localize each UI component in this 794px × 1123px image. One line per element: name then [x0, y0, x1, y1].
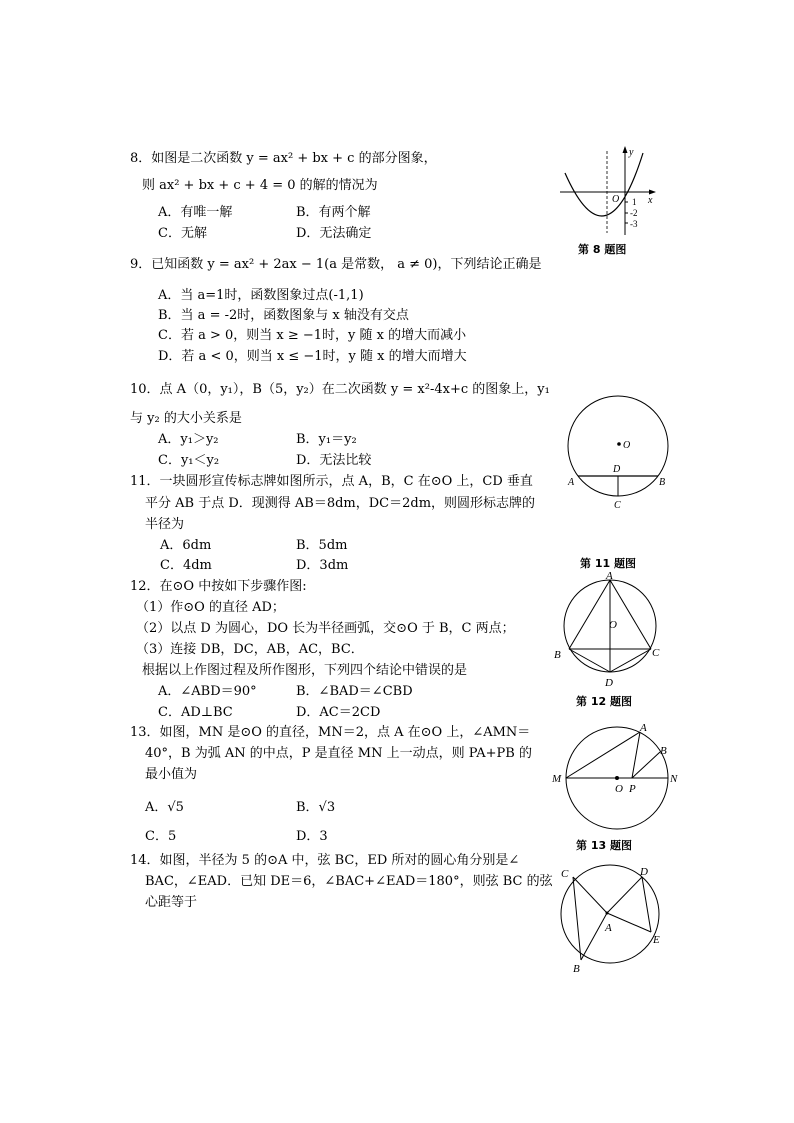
- q8-stem-line2: 则 ax² + bx + c + 4 = 0 的解的情况为: [142, 178, 378, 193]
- q9-option-a: A．当 a=1时，函数图象过点(-1,1): [158, 288, 364, 303]
- label-b: B: [554, 649, 561, 661]
- q11-option-b: B．5dm: [296, 538, 348, 553]
- q12-figure-caption: 第 12 题图: [576, 695, 632, 708]
- q8-option-b: B．有两个解: [296, 205, 371, 220]
- label-n: N: [670, 773, 678, 785]
- x-axis-arrow: [649, 190, 656, 195]
- label-b: B: [573, 963, 580, 975]
- q14-stem-line3: 心距等于: [145, 895, 198, 910]
- q13-stem-line1: 13．如图，MN 是⊙O 的直径，MN＝2，点 A 在⊙O 上，∠AMN＝: [130, 725, 531, 740]
- q10-stem-line2: 与 y₂ 的大小关系是: [130, 411, 242, 426]
- q13-option-b: B．√3: [296, 800, 336, 815]
- q11-option-c: C．4dm: [160, 558, 212, 573]
- q10-option-c: C．y₁＜y₂: [158, 453, 220, 468]
- q13-option-a: A．√5: [145, 800, 184, 815]
- label-d: D: [613, 464, 621, 475]
- label-m: M: [552, 773, 562, 785]
- q9-option-d: D．若 a < 0，则当 x ≤ −1时，y 随 x 的增大而增大: [158, 349, 467, 364]
- q12-stem: 12．在⊙O 中按如下步骤作图:: [130, 579, 307, 594]
- tick-label-1: 1: [632, 197, 637, 207]
- label-b: B: [659, 477, 666, 488]
- label-d: D: [605, 677, 613, 689]
- q12-option-c: C．AD⊥BC: [158, 705, 233, 720]
- q13-figure-caption: 第 13 题图: [576, 839, 632, 852]
- label-p: P: [629, 783, 636, 795]
- origin-label: O: [612, 194, 620, 205]
- q11-option-d: D．3dm: [296, 558, 349, 573]
- label-c: C: [561, 868, 569, 880]
- q10-option-a: A．y₁＞y₂: [158, 432, 219, 447]
- label-o: O: [623, 440, 631, 451]
- radius-ae: [607, 913, 651, 932]
- q12-step-2: （2）以点 D 为圆心，DO 长为半径画弧，交⊙O 于 B，C 两点；: [136, 621, 515, 636]
- label-o: O: [609, 619, 617, 631]
- q10-stem-line1: 10．点 A（0，y₁），B（5，y₂）在二次函数 y = x²-4x+c 的图象上，y₁: [130, 382, 550, 397]
- center-point: [615, 776, 619, 780]
- q14-circle-figure: [555, 860, 675, 975]
- label-a: A: [568, 477, 575, 488]
- y-axis-arrow: [623, 146, 628, 153]
- segment-ac: [610, 580, 651, 649]
- x-axis-label: x: [648, 195, 653, 206]
- label-a: A: [605, 922, 612, 934]
- q12-step-1: （1）作⊙O 的直径 AD；: [136, 600, 285, 615]
- label-c: C: [614, 500, 621, 511]
- q11-circle-figure: [555, 392, 680, 517]
- segment-dc: [610, 649, 651, 672]
- q14-stem-line2: BAC，∠EAD．已知 DE＝6，∠BAC+∠EAD＝180°，则弦 BC 的弦: [145, 874, 553, 889]
- q12-circle-figure: [548, 570, 673, 690]
- q13-stem-line2: 40°，B 为弧 AN 的中点，P 是直径 MN 上一动点，则 PA+PB 的: [145, 746, 532, 761]
- q8-figure-caption: 第 8 题图: [578, 243, 627, 256]
- q12-option-d: D．AC＝2CD: [296, 705, 381, 720]
- q8-parabola-figure: [555, 143, 660, 238]
- label-e: E: [653, 934, 660, 946]
- label-o: O: [615, 783, 623, 795]
- q11-stem-line1: 11．一块圆形宣传标志牌如图所示，点 A，B，C 在⊙O 上，CD 垂直: [130, 474, 533, 489]
- q12-step-3: （3）连接 DB，DC，AB，AC，BC．: [136, 642, 364, 657]
- q8-option-a: A．有唯一解: [158, 205, 233, 220]
- label-c: C: [652, 647, 660, 659]
- q8-option-c: C．无解: [158, 226, 207, 241]
- y-axis-label: y: [629, 147, 634, 158]
- q13-circle-figure: [545, 722, 685, 830]
- segment-db: [569, 649, 610, 672]
- q8-stem-line1: 8．如图是二次函数 y = ax² + bx + c 的部分图象，: [130, 151, 437, 166]
- tick-label-m2: -2: [630, 208, 638, 218]
- tick-label-m3: -3: [630, 219, 638, 229]
- label-d: D: [640, 866, 648, 878]
- radius-ad: [607, 877, 642, 913]
- radius-ab: [581, 913, 607, 960]
- label-a: A: [640, 722, 647, 734]
- q11-figure-caption: 第 11 题图: [580, 557, 636, 570]
- center-point: [606, 912, 609, 915]
- q11-option-a: A．6dm: [160, 538, 212, 553]
- q13-option-d: D．3: [296, 829, 328, 844]
- q9-option-c: C．若 a > 0，则当 x ≥ −1时，y 随 x 的增大而减小: [158, 328, 467, 343]
- segment-ab: [569, 580, 610, 649]
- q11-stem-line2: 平分 AB 于点 D．现测得 AB＝8dm，DC＝2dm，则圆形标志牌的: [145, 496, 536, 511]
- q13-stem-line3: 最小值为: [145, 767, 198, 782]
- segment-ma: [566, 732, 640, 778]
- q12-option-b: B．∠BAD＝∠CBD: [296, 684, 413, 699]
- label-a: A: [606, 570, 613, 582]
- q12-option-a: A．∠ABD＝90°: [158, 684, 257, 699]
- q10-option-b: B．y₁＝y₂: [296, 432, 357, 447]
- q9-option-b: B．当 a = -2时，函数图象与 x 轴没有交点: [158, 308, 409, 323]
- q9-stem: 9．已知函数 y = ax² + 2ax − 1(a 是常数， a ≠ 0)，下列结论正确是: [130, 257, 542, 272]
- q13-option-c: C．5: [145, 829, 177, 844]
- q12-stem-line2: 根据以上作图过程及所作图形，下列四个结论中错误的是: [142, 663, 468, 678]
- q11-stem-line3: 半径为: [145, 517, 185, 532]
- center-point: [617, 442, 621, 446]
- q14-stem-line1: 14．如图，半径为 5 的⊙A 中，弦 BC，ED 所对的圆心角分别是∠: [130, 853, 520, 868]
- label-b: B: [660, 745, 667, 757]
- radius-ac: [573, 877, 607, 913]
- q8-option-d: D．无法确定: [296, 226, 372, 241]
- q10-option-d: D．无法比较: [296, 453, 372, 468]
